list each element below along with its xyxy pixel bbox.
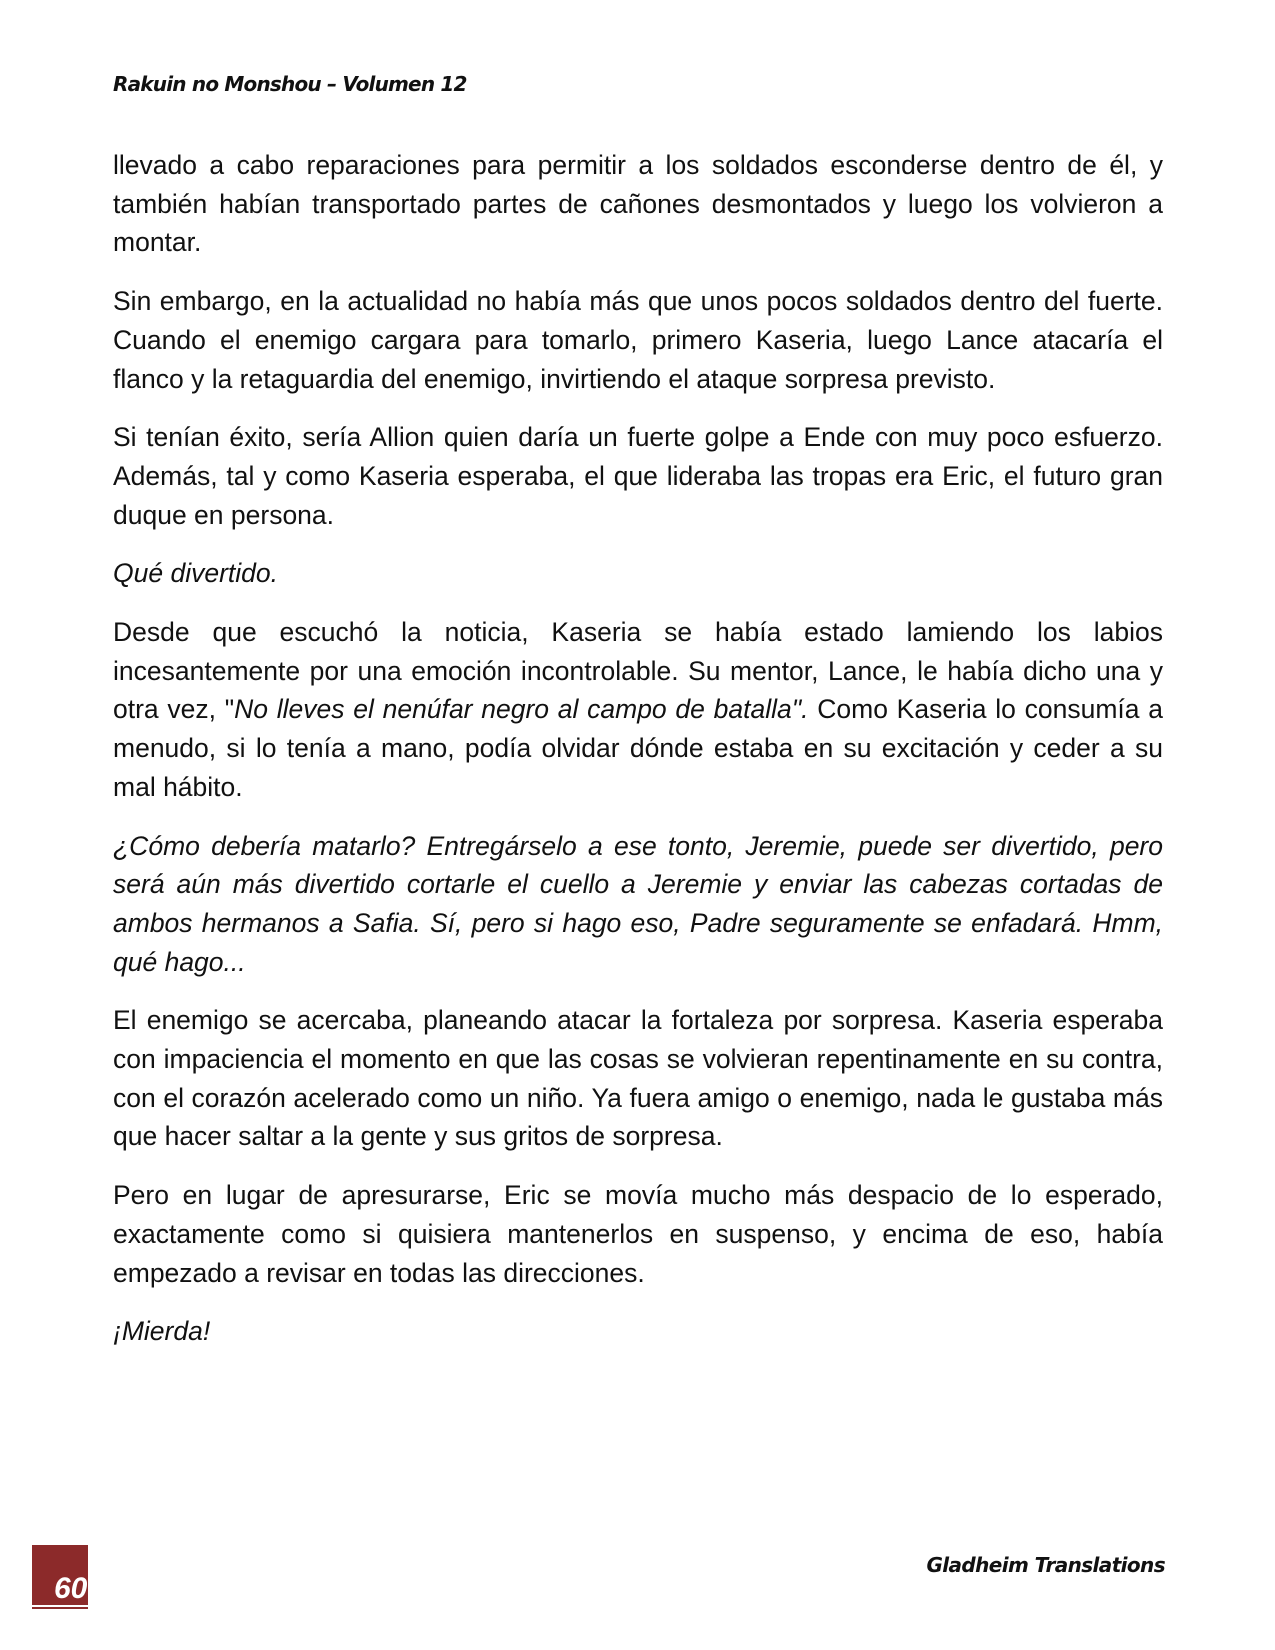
paragraph-text: Desde que escuchó la noticia, Kaseria se había estado lamiendo los labios incesantemente por una emoción incontrolable. Su mentor, Lance, le había dicho una y otra vez, " xyxy=(113,617,1163,725)
paragraph-text: Como Kaseria lo consumía a menudo, si lo tenía a mano, podía olvidar dónde estaba en su excitación y ceder a su mal hábito. xyxy=(113,694,1163,802)
paragraph: Sin embargo, en la actualidad no había más que unos pocos soldados dentro del fuerte. Cuando el enemigo cargara para tomarlo, primero Kaseria, luego Lance atacaría el flanco y la retaguardia del enemigo, invirtiendo el ataque sorpresa previsto. xyxy=(113,286,1163,394)
italic-thought: Qué divertido. xyxy=(113,558,278,589)
paragraph xyxy=(113,613,1163,807)
page-number-underline xyxy=(32,1605,88,1607)
italic-thought: ¿Cómo debería matarlo? Entregárselo a ese tonto, Jeremie, puede ser divertido, pero será aún más divertido cortarle el cuello a Jeremie y enviar las cabezas cortadas de ambos hermanos a Safia. Sí, pero si hago eso, Padre seguramente se enfadará. Hmm, qué hago... xyxy=(113,830,1163,977)
paragraph: llevado a cabo reparaciones para permitir a los soldados esconderse dentro de él, y también habían transportado partes de cañones desmontados y luego los volvieron a montar. xyxy=(113,150,1163,258)
italic-quote: No lleves el nenúfar negro al campo de batalla". xyxy=(234,694,809,725)
italic-exclamation: ¡Mierda! xyxy=(113,1316,211,1347)
paragraph: Si tenían éxito, sería Allion quien daría un fuerte golpe a Ende con muy poco esfuerzo. Además, tal y como Kaseria esperaba, el que lideraba las tropas era Eric, el futuro gran duque en persona. xyxy=(113,422,1163,530)
footer-credit: Gladheim Translations xyxy=(926,1553,1165,1577)
running-header: Rakuin no Monshou – Volumen 12 xyxy=(113,72,467,96)
paragraph: El enemigo se acercaba, planeando atacar la fortaleza por sorpresa. Kaseria esperaba con impaciencia el momento en que las cosas se volvieran repentinamente en su contra, con el corazón acelerado como un niño. Ya fuera amigo o enemigo, nada le gustaba más que hacer saltar a la gente y sus gritos de sorpresa. xyxy=(113,1005,1163,1152)
page-number-box xyxy=(32,1545,88,1609)
page-number: 60 xyxy=(54,1572,88,1605)
paragraph: Pero en lugar de apresurarse, Eric se movía mucho más despacio de lo esperado, exactamente como si quisiera mantenerlos en suspenso, y encima de eso, había empezado a revisar en todas las direcciones. xyxy=(113,1180,1163,1288)
body-text xyxy=(113,146,1163,1371)
